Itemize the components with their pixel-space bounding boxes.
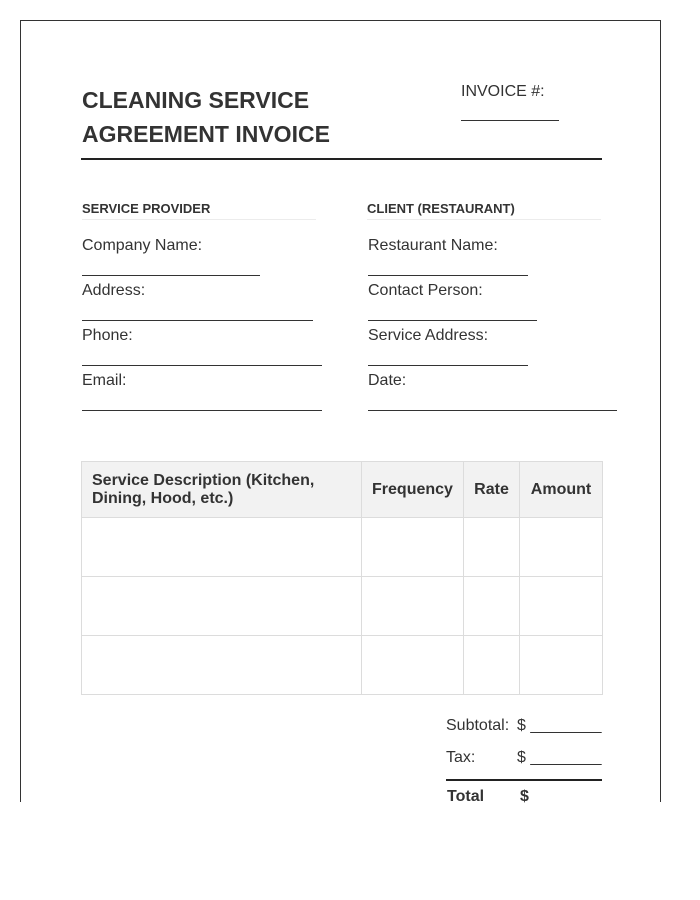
address-field[interactable]	[82, 320, 313, 321]
address-label: Address:	[82, 282, 146, 299]
invoice-number-field[interactable]	[461, 120, 559, 121]
total-divider	[446, 779, 602, 781]
amount-cell[interactable]	[520, 577, 603, 636]
rate-cell[interactable]	[464, 577, 520, 636]
description-cell[interactable]	[82, 577, 362, 636]
date-label: Date:	[368, 372, 407, 389]
title-line-1: CLEANING SERVICE	[82, 87, 310, 113]
frequency-cell[interactable]	[362, 518, 464, 577]
table-row	[82, 518, 603, 577]
column-header-frequency: Frequency	[362, 462, 464, 518]
phone-label: Phone:	[82, 327, 133, 344]
column-header-description: Service Description (Kitchen, Dining, Hood, etc.)	[82, 462, 362, 518]
rate-cell[interactable]	[464, 518, 520, 577]
table-row	[82, 577, 603, 636]
email-label: Email:	[82, 372, 127, 389]
email-field[interactable]	[82, 410, 322, 411]
service-provider-heading: SERVICE PROVIDER	[82, 201, 316, 220]
header-divider	[81, 158, 602, 160]
rate-cell[interactable]	[464, 636, 520, 695]
contact-person-label: Contact Person:	[368, 282, 483, 299]
column-header-rate: Rate	[464, 462, 520, 518]
total-label: Total	[447, 788, 485, 805]
amount-cell[interactable]	[520, 636, 603, 695]
table-row	[82, 636, 603, 695]
amount-cell[interactable]	[520, 518, 603, 577]
restaurant-name-label: Restaurant Name:	[368, 237, 498, 254]
services-table	[81, 461, 603, 695]
subtotal-label: Subtotal:	[446, 717, 510, 734]
description-cell[interactable]	[82, 636, 362, 695]
company-name-field[interactable]	[82, 275, 260, 276]
company-name-label: Company Name:	[82, 237, 203, 254]
client-heading: CLIENT (RESTAURANT)	[367, 201, 601, 220]
service-address-label: Service Address:	[368, 327, 489, 344]
frequency-cell[interactable]	[362, 636, 464, 695]
total-field[interactable]: $	[520, 788, 529, 805]
description-cell[interactable]	[82, 518, 362, 577]
table-header-row	[82, 462, 603, 518]
frequency-cell[interactable]	[362, 577, 464, 636]
column-header-amount: Amount	[520, 462, 603, 518]
service-address-field[interactable]	[368, 365, 528, 366]
contact-person-field[interactable]	[368, 320, 537, 321]
date-field[interactable]	[368, 410, 617, 411]
restaurant-name-field[interactable]	[368, 275, 528, 276]
subtotal-field[interactable]: $ ________	[517, 717, 602, 734]
invoice-number-label: INVOICE #:	[461, 83, 545, 100]
tax-label: Tax:	[446, 749, 476, 766]
invoice-title	[82, 83, 402, 151]
title-line-2: AGREEMENT INVOICE	[82, 121, 330, 147]
phone-field[interactable]	[82, 365, 322, 366]
invoice-page	[20, 20, 661, 805]
tax-field[interactable]: $ ________	[517, 749, 602, 766]
